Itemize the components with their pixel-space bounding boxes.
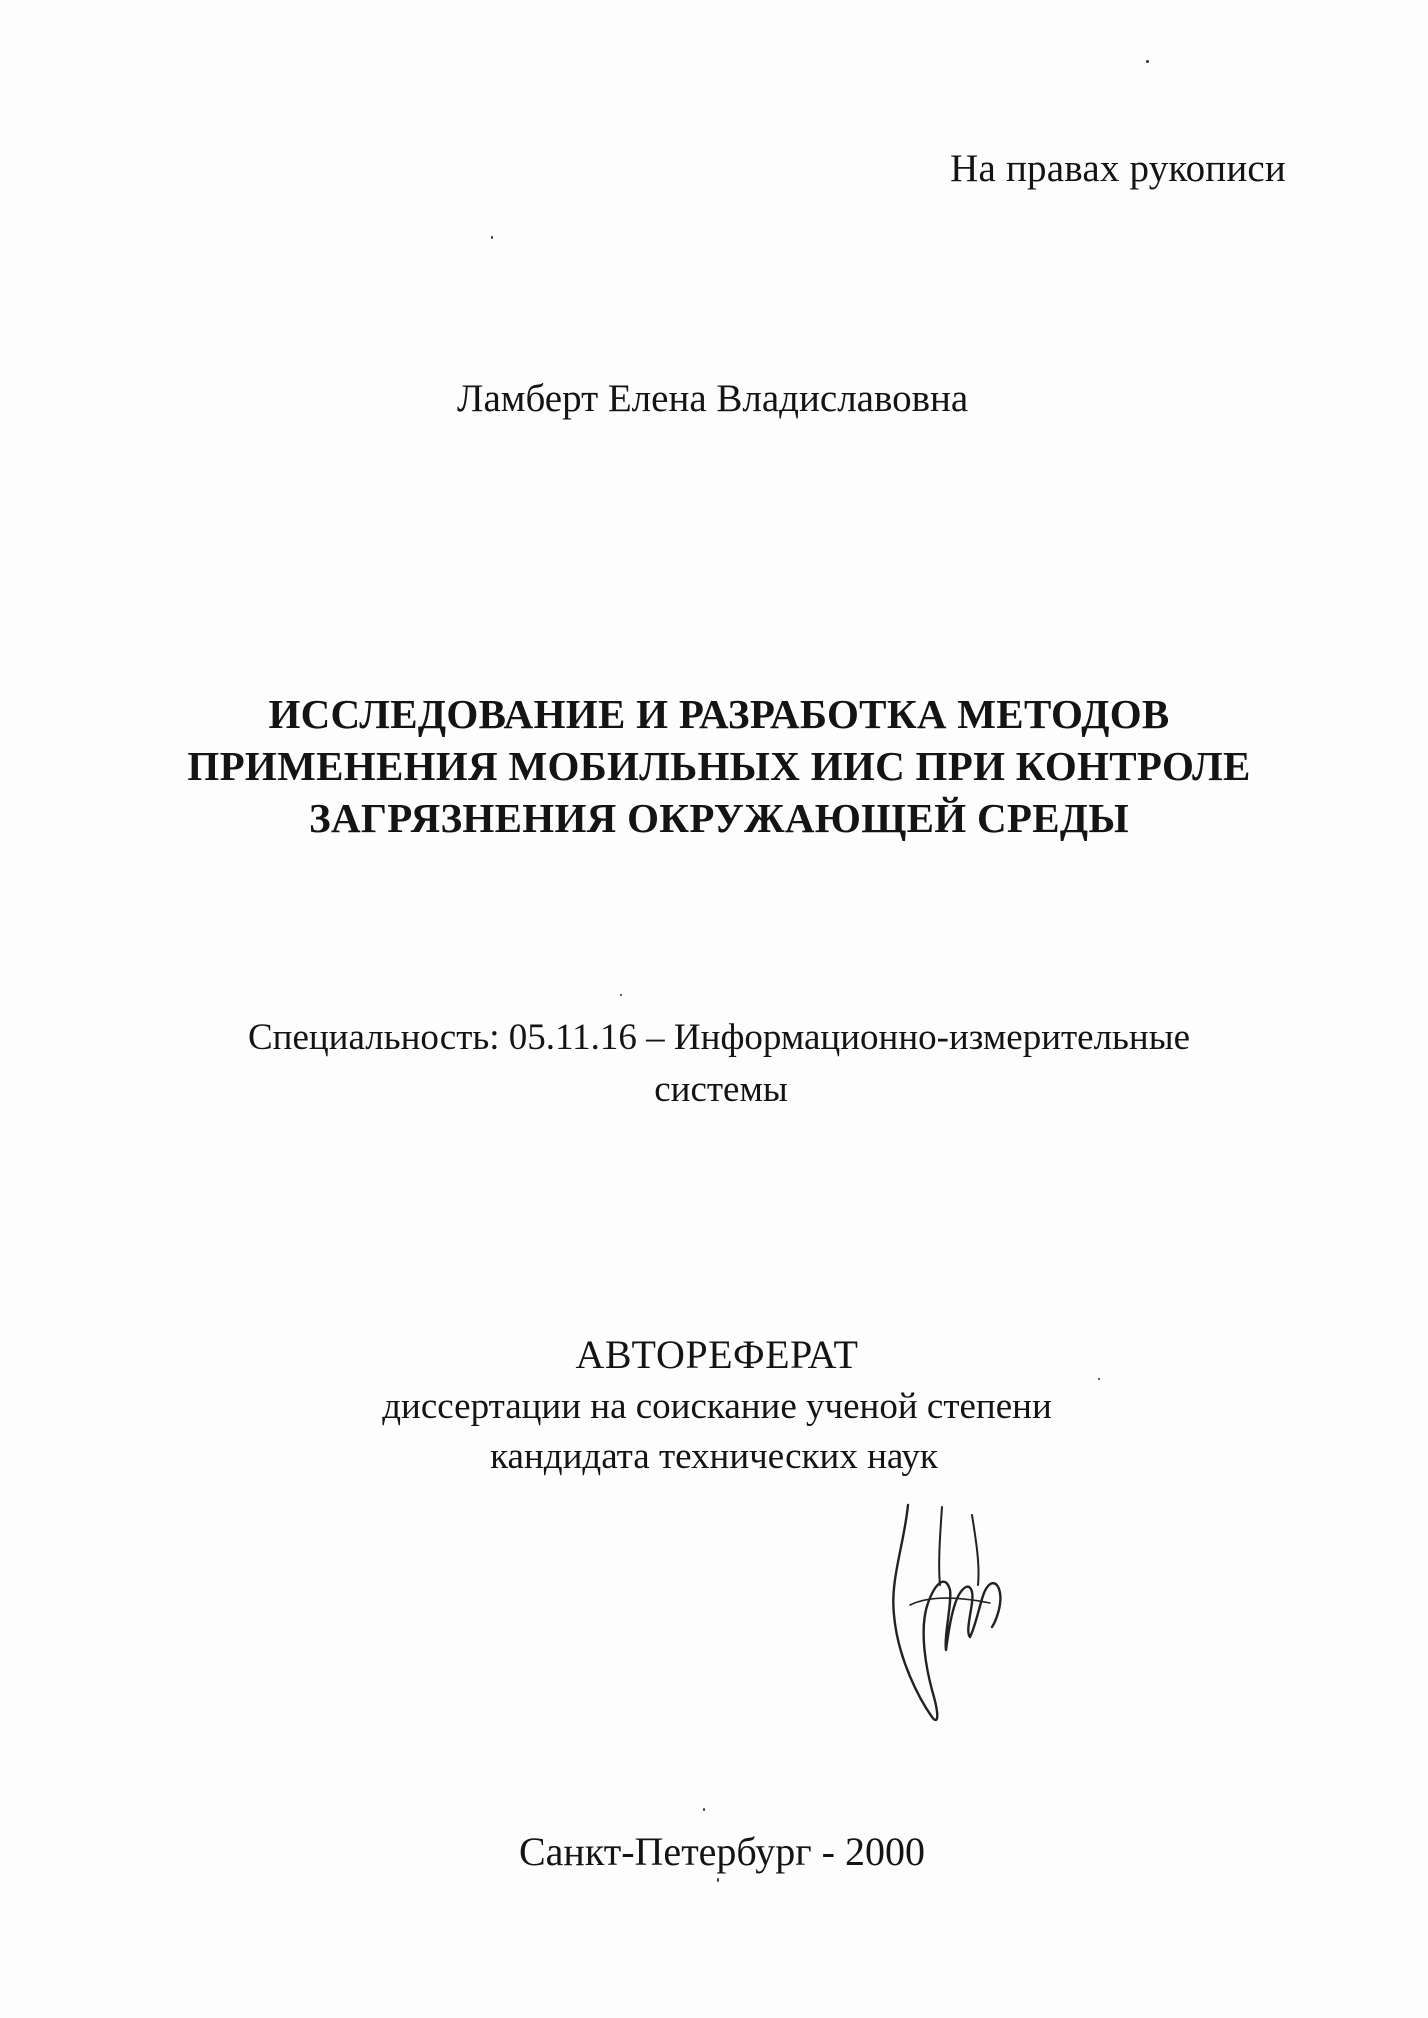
- scan-speck: [491, 236, 493, 239]
- specialty-line-2: системы: [654, 1069, 788, 1110]
- title-line-3: ЗАГРЯЗНЕНИЯ ОКРУЖАЮЩЕЙ СРЕДЫ: [309, 795, 1129, 841]
- scan-speck: [1146, 60, 1149, 63]
- title-line-1: ИССЛЕДОВАНИЕ И РАЗРАБОТКА МЕТОДОВ: [268, 691, 1170, 737]
- handwritten-signature-icon: [880, 1485, 1030, 1725]
- abstract-block: [0, 1328, 1428, 1482]
- abstract-line-2: кандидата технических наук: [490, 1436, 938, 1477]
- title-line-2: ПРИМЕНЕНИЯ МОБИЛЬНЫХ ИИС ПРИ КОНТРОЛЕ: [187, 743, 1251, 789]
- abstract-line-1: диссертации на соискание ученой степени: [382, 1386, 1052, 1427]
- abstract-heading: АВТОРЕФЕРАТ: [575, 1332, 859, 1377]
- manuscript-rights-note: На правах рукописи: [950, 147, 1286, 190]
- scan-speck: [703, 1808, 705, 1811]
- dissertation-title: [0, 688, 1428, 844]
- author-name: Ламберт Елена Владиславовна: [457, 377, 969, 420]
- specialty-line-1: Специальность: 05.11.16 – Информационно-измерительные: [247, 1017, 1191, 1058]
- specialty: [0, 1012, 1428, 1116]
- scan-speck: [620, 994, 622, 996]
- city-and-year: Санкт-Петербург - 2000: [519, 1829, 925, 1874]
- scan-speck: [1098, 1378, 1100, 1380]
- scan-speck: [717, 1878, 719, 1882]
